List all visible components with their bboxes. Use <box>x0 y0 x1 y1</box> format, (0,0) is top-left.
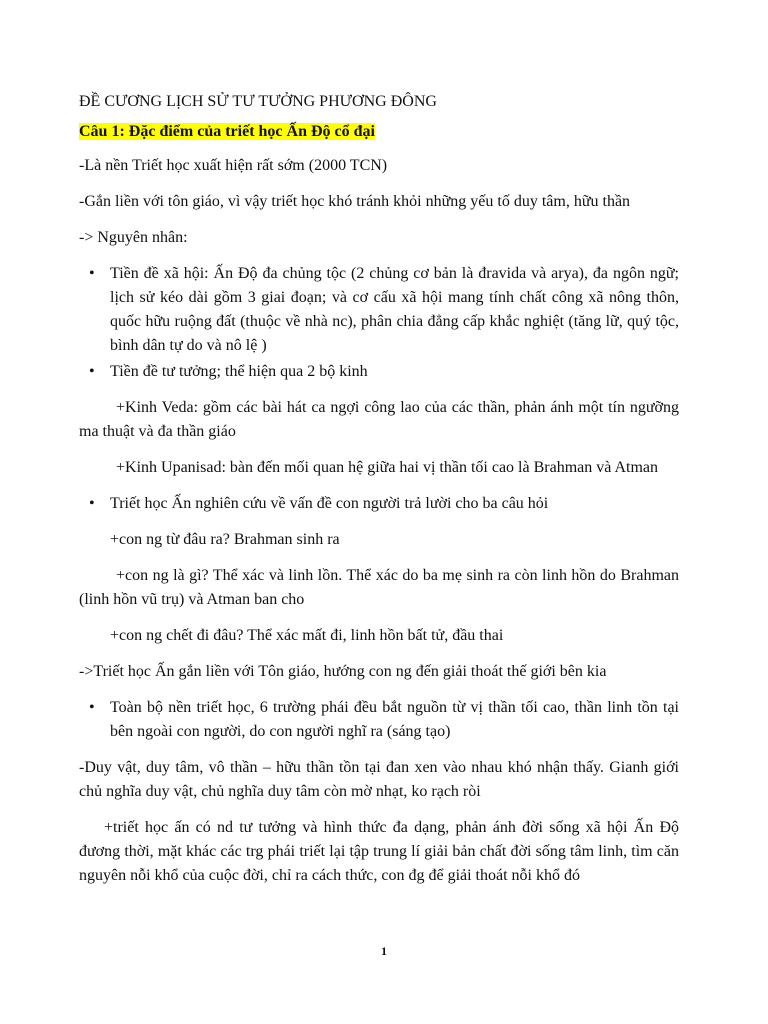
paragraph-3: -> Nguyên nhân: <box>79 229 188 246</box>
bullet-2: • Tiền đề tư tưởng; thể hiện qua 2 bộ kinh <box>79 360 679 384</box>
paragraph-5: +Kinh Upanisad: bàn đến mối quan hệ giữa hai vị thần tối cao là Brahman và Atman <box>116 459 659 476</box>
bullet-3: • Triết học Ấn nghiên cứu về vấn đề con người trả lười cho ba câu hỏi <box>79 492 679 516</box>
paragraph-11: +triết học ấn có nd tư tưởng và hình thức đa dạng, phản ánh đời sống xã hội Ấn Độ đương thời, mặt khác các trg phái triết lại tập trung lí giải bản chất đời sống tâm linh, tìm căn nguyên nỗi khổ của cuộc đời, chỉ ra cách thức, con đg để giải thoát nỗi khổ đó <box>79 819 679 884</box>
heading-highlight: Câu 1: Đặc điểm của triết học Ấn Độ cổ đại <box>79 123 375 140</box>
paragraph-6: +con ng từ đâu ra? Brahman sinh ra <box>110 531 340 548</box>
paragraph-2: -Gắn liền với tôn giáo, vì vậy triết học khó tránh khỏi những yếu tố duy tâm, hữu thần <box>79 193 631 210</box>
question-heading <box>79 120 679 144</box>
document-body <box>79 90 679 888</box>
bullet-4: • Toàn bộ nền triết học, 6 trường phái đều bắt nguồn từ vị thần tối cao, thần linh tồn tại bên ngoài con người, do con người nghĩ ra (sáng tạo) <box>79 696 679 744</box>
paragraph-9: ->Triết học Ấn gắn liền với Tôn giáo, hướng con ng đến giải thoát thế giới bên kia <box>79 663 607 680</box>
paragraph-7: +con ng là gì? Thể xác và linh lồn. Thể xác do ba mẹ sinh ra còn linh hồn do Brahman (linh hồn vũ trụ) và Atman ban cho <box>79 567 679 608</box>
paragraph-10: -Duy vật, duy tâm, vô thần – hữu thần tồn tại đan xen vào nhau khó nhận thấy. Gianh giới chủ nghĩa duy vật, chủ nghĩa duy tâm còn mờ nhạt, ko rạch ròi <box>79 759 679 800</box>
bullet-1: • Tiền đề xã hội: Ấn Độ đa chủng tộc (2 chủng cơ bản là đravida và arya), đa ngôn ngữ; lịch sử kéo dài gồm 3 giai đoạn; và cơ cấu xã hội mang tính chất công xã nông thôn, quốc hữu ruộng đất (thuộc về nhà nc), phân chia đẳng cấp khắc nghiệt (tăng lữ, quý tộc, bình dân tự do và nô lệ ) <box>79 262 679 358</box>
page-number: 1 <box>381 944 387 958</box>
paragraph-4: +Kinh Veda: gồm các bài hát ca ngợi công lao của các thần, phản ánh một tín ngưỡng ma thuật và đa thần giáo <box>79 399 679 440</box>
document-title: ĐỀ CƯƠNG LỊCH SỬ TƯ TƯỞNG PHƯƠNG ĐÔNG <box>79 93 437 110</box>
paragraph-8: +con ng chết đi đâu? Thể xác mất đi, linh hồn bất tử, đầu thai <box>110 627 504 644</box>
paragraph-1: -Là nền Triết học xuất hiện rất sớm (2000 TCN) <box>79 157 388 174</box>
